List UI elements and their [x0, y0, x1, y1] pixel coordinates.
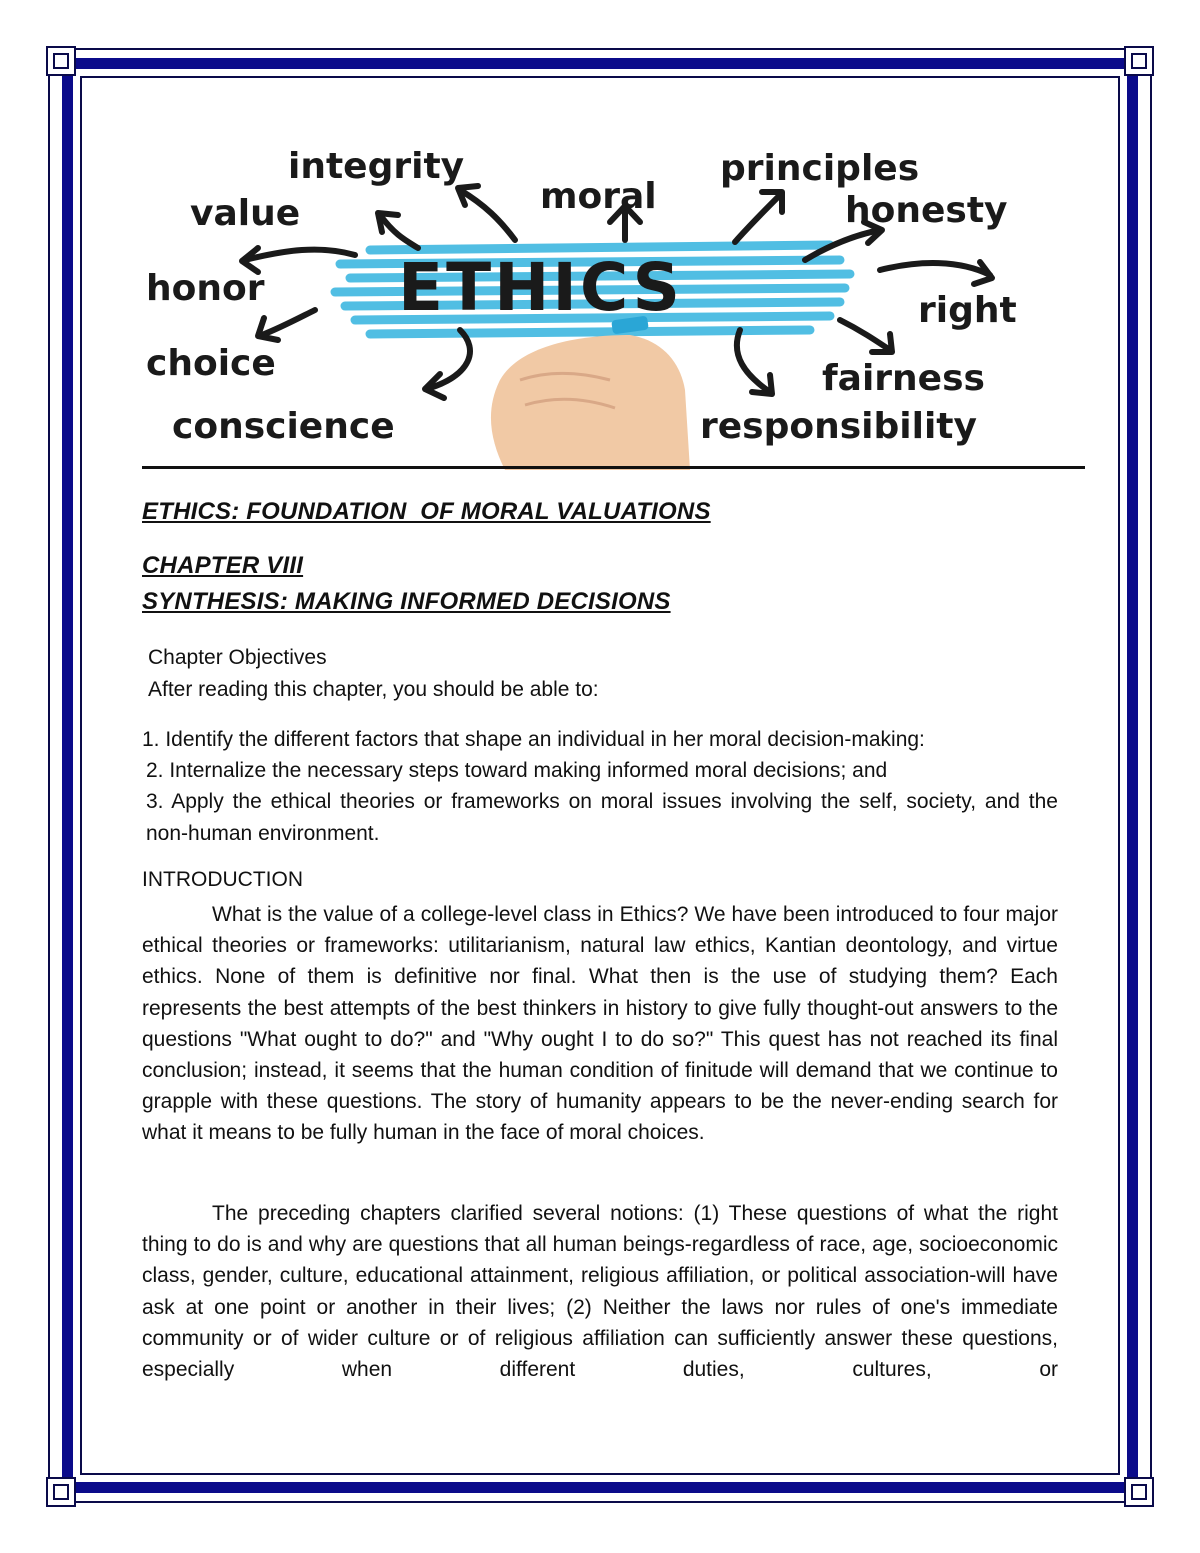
- hero-word-fairness: fairness: [822, 358, 985, 399]
- hero-word-moral: moral: [540, 176, 657, 217]
- hand-holding-marker-icon: [491, 316, 690, 470]
- hero-word-responsibility: responsibility: [700, 406, 977, 447]
- hero-word-principles: principles: [720, 148, 920, 189]
- book-title: ETHICS: FOUNDATION OF MORAL VALUATIONS: [142, 498, 711, 525]
- ethics-word-cloud-illustration: [140, 130, 1085, 470]
- objectives-heading: Chapter Objectives: [148, 646, 327, 669]
- border-corner-ornament: [46, 46, 76, 76]
- chapter-title: SYNTHESIS: MAKING INFORMED DECISIONS: [142, 588, 671, 615]
- border-corner-ornament: [46, 1477, 76, 1507]
- introduction-paragraph: The preceding chapters clarified several notions: (1) These questions of what the right thing to do is and why are questions that all human beings-regardless of race, age, socioeconomic class, gender, culture, educational attainment, religious affiliation, or political association-will have ask at one point or another in their lives; (2) Neither the laws nor rules of one's immediate community or of wider culture or of religious affiliation can sufficiently answer these questions, especially when different duties, cultures, or: [142, 1202, 1058, 1382]
- objective-item: 2. Internalize the necessary steps toward making informed moral decisions; and: [146, 759, 888, 783]
- objectives-intro: After reading this chapter, you should be able to:: [148, 678, 599, 701]
- hero-word-center: ETHICS: [398, 249, 684, 326]
- header-divider: [142, 466, 1085, 469]
- hero-word-integrity: integrity: [288, 146, 465, 187]
- objective-item: 3. Apply the ethical theories or frameworks on moral issues involving the self, society, and the non-human environment.: [146, 790, 1058, 845]
- chapter-number: CHAPTER VIII: [142, 552, 304, 579]
- hero-word-honesty: honesty: [845, 190, 1008, 231]
- introduction-paragraph: What is the value of a college-level class in Ethics? We have been introduced to four major ethical theories or frameworks: utilitarianism, natural law ethics, Kantian deontology, and virtue ethics. None of them is definitive nor final. What then is the use of studying them? Each represents the best attempts of the best thinkers in history to give fully thought-out answers to the questions "What ought to do?" and "Why ought I to do so?" This quest has not reached its final conclusion; instead, it seems that the human condition of finitude will demand that we continue to grapple with these questions. The story of humanity appears to be the never-ending search for what it means to be fully human in the face of moral choices.: [142, 903, 1058, 1145]
- introduction-heading: INTRODUCTION: [142, 868, 303, 891]
- hero-word-conscience: conscience: [172, 406, 395, 447]
- hero-word-right: right: [918, 290, 1017, 331]
- border-corner-ornament: [1124, 46, 1154, 76]
- border-corner-ornament: [1124, 1477, 1154, 1507]
- hero-word-honor: honor: [146, 268, 265, 309]
- hero-word-value: value: [190, 193, 301, 234]
- objective-item: 1. Identify the different factors that shape an individual in her moral decision-making:: [142, 728, 925, 751]
- objectives-list: [142, 724, 1058, 849]
- hero-word-choice: choice: [146, 343, 276, 384]
